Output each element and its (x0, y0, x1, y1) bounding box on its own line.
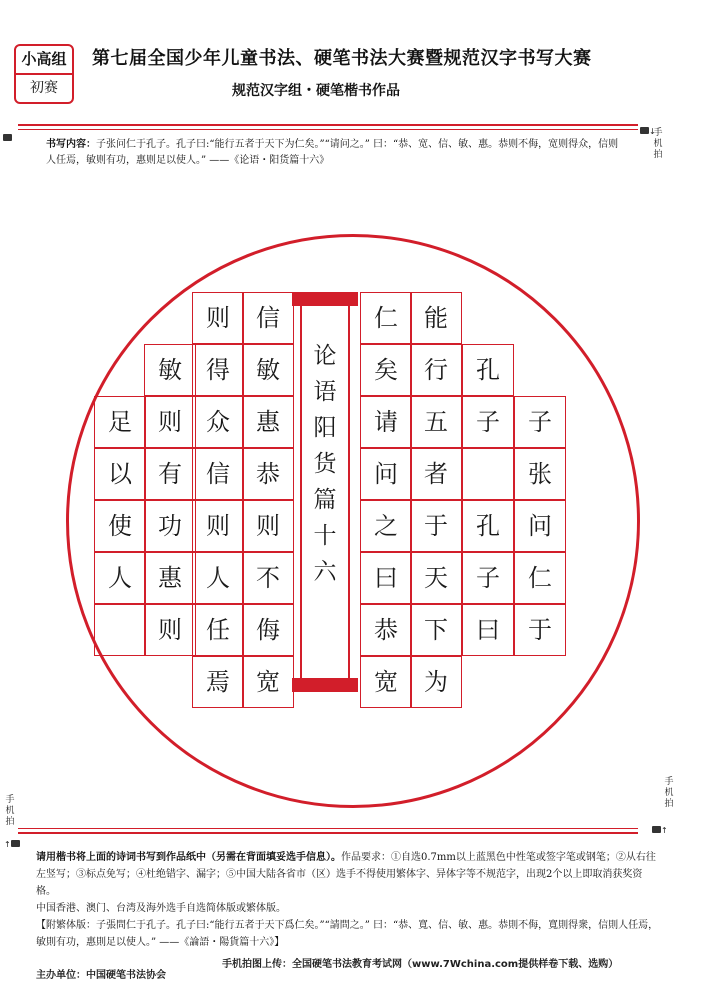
grid-cell: 孔 (462, 500, 514, 552)
instructions-traditional: 【附繁体版：子張問仁于孔子。孔子曰:“能行五者于天下爲仁矣。”“請問之。” 曰：“恭、寬、信、敏、惠。恭則不侮，寬則得衆，信則人任焉，敏則有功，惠則足以使人。” ——《論語・陽貨篇十六》】 (36, 920, 659, 948)
grid-cell: 不 (242, 552, 294, 604)
grid-cell: 敏 (242, 344, 294, 396)
grid-cell: 则 (192, 500, 244, 552)
camera-icon: ↓ (640, 119, 656, 138)
content-text (46, 137, 626, 169)
side-label-right: 手机拍 (664, 777, 674, 809)
grid-cell: 则 (242, 500, 294, 552)
camera-icon: ↑ (652, 818, 668, 837)
grid-cell: 焉 (192, 656, 244, 708)
grid-cell: 子 (514, 396, 566, 448)
bottom-divider-thin (18, 828, 638, 829)
grid-cell: 能 (410, 292, 462, 344)
grid-cell: 问 (514, 500, 566, 552)
title-scroll (292, 292, 358, 692)
grid-cell: 下 (410, 604, 462, 656)
instructions-requirements: 作品要求：①自选0.7mm以上蓝黑色中性笔或签字笔或钢笔；②从右往左竖写；③标点免写；④杜绝错字、漏字；⑤中国大陆各省市（区）选手不得使用繁体字、异体字等不规范字，出现2个以上即取消获奖资格。 (36, 852, 656, 897)
instructions (36, 849, 661, 951)
grid-cell: 任 (192, 604, 244, 656)
badge-round: 初赛 (30, 80, 58, 96)
content-body: 子张问仁于孔子。孔子曰:“能行五者于天下为仁矣。”“请问之。” 曰：“恭、宽、信、敏、惠。恭则不侮，宽则得众，信则人任焉，敏则有功，惠则足以使人。” ——《论语・阳货篇十六》 (46, 139, 619, 166)
grid-cell: 子 (462, 552, 514, 604)
group-badge (14, 44, 74, 104)
content-label: 书写内容： (46, 139, 96, 150)
scroll-title-char: 篇 (313, 487, 337, 513)
organizer: 主办单位：中国硬笔书法协会 (36, 970, 166, 981)
camera-icon: ↑ (4, 832, 20, 851)
grid-cell: 则 (144, 604, 196, 656)
grid-cell: 信 (242, 292, 294, 344)
grid-cell: 问 (360, 448, 412, 500)
scroll-title-char: 六 (313, 559, 337, 585)
grid-cell: 五 (410, 396, 462, 448)
grid-cell: 则 (144, 396, 196, 448)
grid-cell: 以 (94, 448, 146, 500)
page-title: 第七届全国少年儿童书法、硬笔书法大赛暨规范汉字书写大赛 (92, 48, 592, 69)
grid-cell: 恭 (360, 604, 412, 656)
grid-cell: 众 (192, 396, 244, 448)
grid-cell: 为 (410, 656, 462, 708)
grid-cell: 于 (514, 604, 566, 656)
grid-cell: 敏 (144, 344, 196, 396)
grid-cell: 惠 (144, 552, 196, 604)
grid-cell: 则 (192, 292, 244, 344)
grid-cell: 请 (360, 396, 412, 448)
grid-cell: 矣 (360, 344, 412, 396)
grid-cell: 得 (192, 344, 244, 396)
grid-cell: 侮 (242, 604, 294, 656)
camera-icon (3, 126, 12, 145)
grid-cell: 宽 (242, 656, 294, 708)
grid-cell (462, 448, 514, 500)
side-label-top: 手机拍 (653, 128, 663, 160)
bottom-divider (18, 832, 638, 834)
grid-cell: 人 (94, 552, 146, 604)
grid-cell: 者 (410, 448, 462, 500)
grid-cell: 恭 (242, 448, 294, 500)
instructions-overseas: 中国香港、澳门、台湾及海外选手自选简体版或繁体版。 (36, 903, 286, 914)
grid-cell: 信 (192, 448, 244, 500)
scroll-title (300, 338, 350, 590)
top-divider (18, 124, 638, 126)
grid-cell: 子 (462, 396, 514, 448)
grid-cell: 仁 (514, 552, 566, 604)
grid-cell: 行 (410, 344, 462, 396)
grid-cell: 天 (410, 552, 462, 604)
grid-cell: 人 (192, 552, 244, 604)
grid-cell: 足 (94, 396, 146, 448)
grid-cell: 孔 (462, 344, 514, 396)
grid-cell: 功 (144, 500, 196, 552)
grid-cell: 曰 (462, 604, 514, 656)
grid-cell: 于 (410, 500, 462, 552)
top-divider-thin (18, 129, 638, 130)
grid-cell: 张 (514, 448, 566, 500)
grid-cell: 有 (144, 448, 196, 500)
grid-cell: 使 (94, 500, 146, 552)
scroll-cap-bottom (292, 678, 358, 692)
instructions-lead: 请用楷书将上面的诗词书写到作品纸中（另需在背面填妥选手信息）。 (36, 852, 341, 863)
grid-cell: 宽 (360, 656, 412, 708)
scroll-title-char: 阳 (313, 415, 337, 441)
scroll-title-char: 语 (313, 379, 337, 405)
grid-cell: 仁 (360, 292, 412, 344)
upload-info: 手机拍图上传：全国硬笔书法教育考试网（www.7Wchina.com提供样卷下载、选购） (222, 959, 619, 970)
scroll-title-char: 论 (313, 343, 337, 369)
grid-cell: 惠 (242, 396, 294, 448)
grid-cell (94, 604, 146, 656)
grid-cell: 之 (360, 500, 412, 552)
page-subtitle: 规范汉字组・硬笔楷书作品 (232, 83, 400, 99)
side-label-bottom: 手机拍 (5, 795, 15, 827)
badge-group: 小高组 (16, 46, 72, 75)
scroll-title-char: 十 (313, 523, 337, 549)
scroll-title-char: 货 (313, 451, 337, 477)
grid-cell: 曰 (360, 552, 412, 604)
